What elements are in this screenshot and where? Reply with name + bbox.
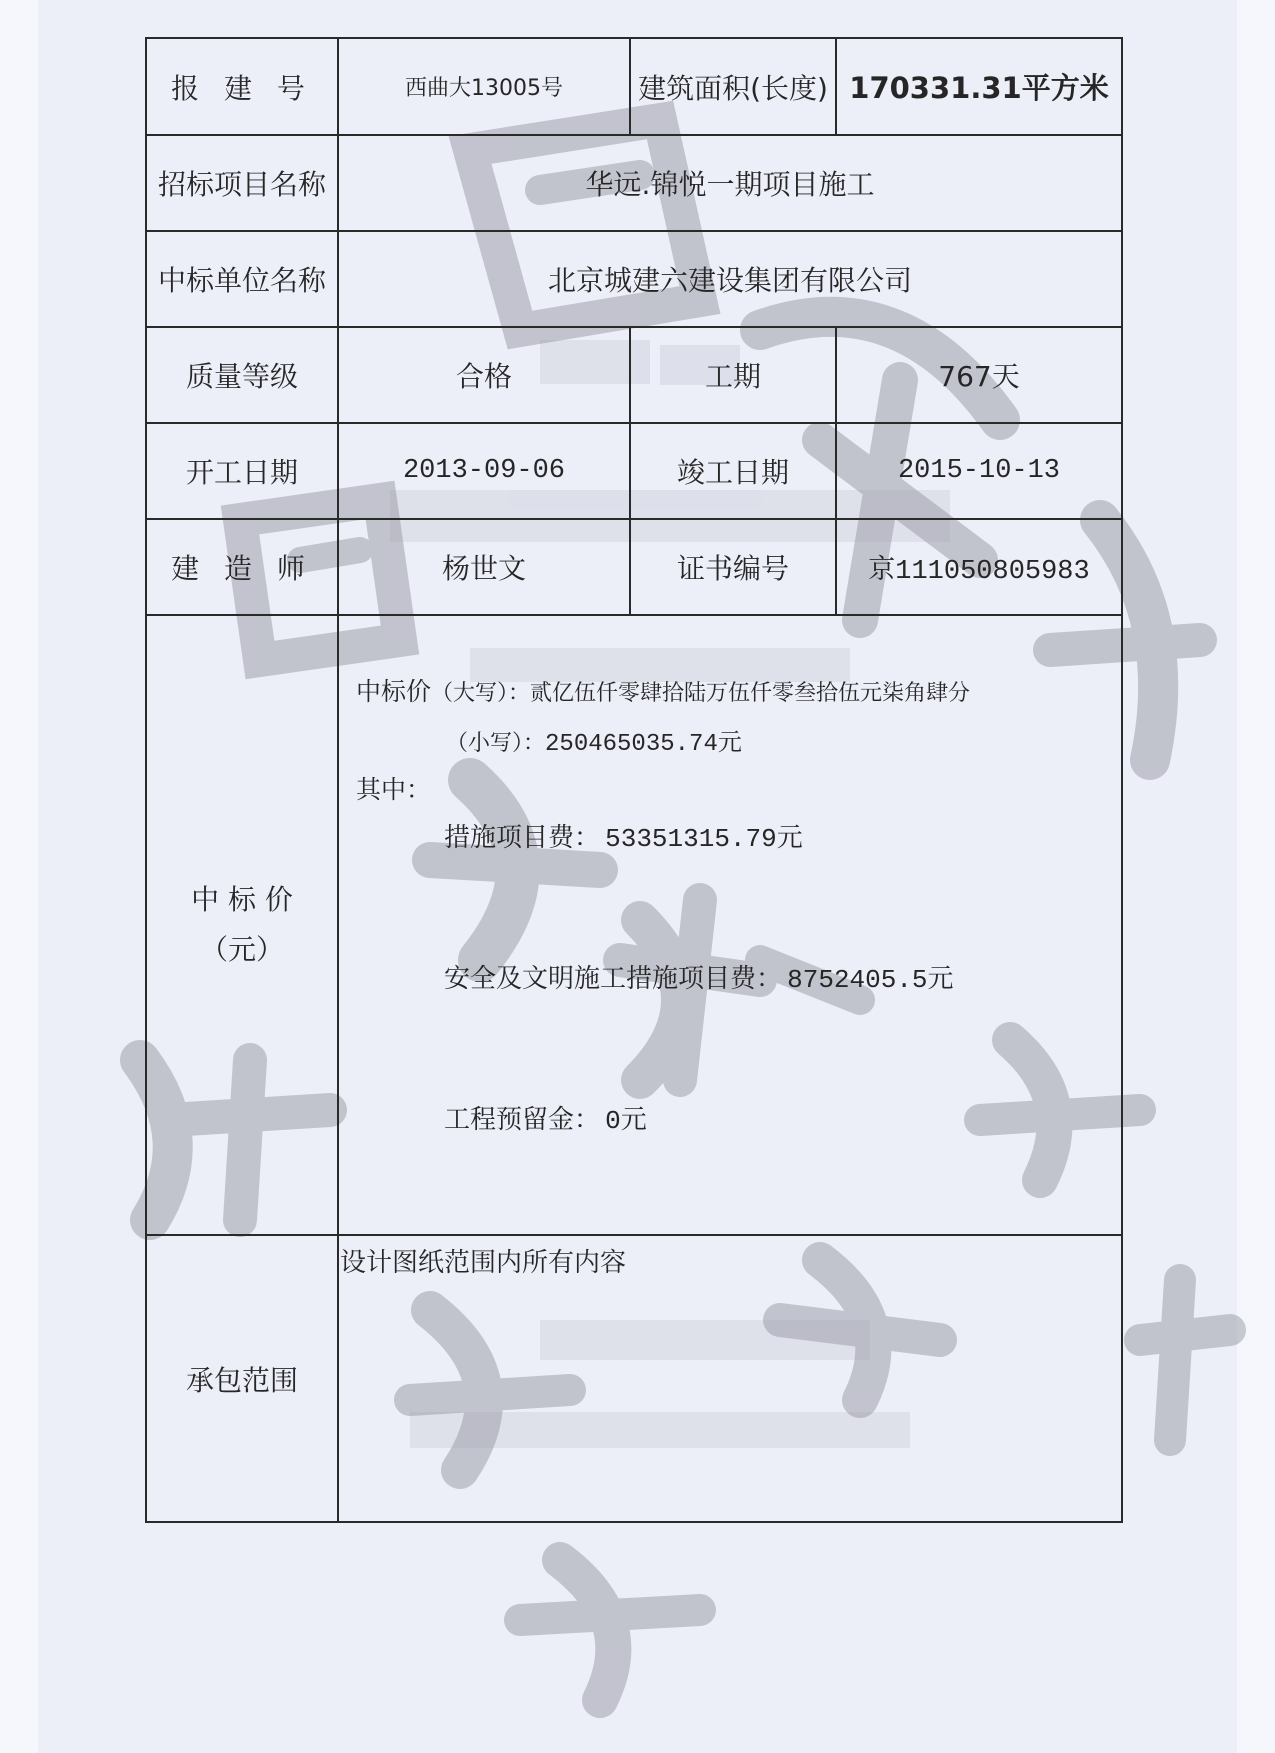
period-label: 工期 — [704, 360, 761, 393]
winner-value: 北京城建六建设集团有限公司 — [547, 264, 912, 297]
reserve-value: 0元 — [605, 1106, 647, 1136]
bid-price-lower-line — [446, 722, 742, 758]
permit-number-label: 报 建 号 — [171, 71, 313, 105]
bid-price-label — [146, 615, 338, 1235]
building-area-label: 建筑面积(长度) — [638, 71, 828, 105]
page-left-margin — [0, 0, 38, 1753]
scope-label: 承包范围 — [185, 1363, 298, 1397]
bid-price-label-line1: 中 标 价 — [191, 883, 293, 916]
safety-label: 安全及文明施工措施项目费： — [444, 964, 783, 994]
building-area-value: 170331.31平方米 — [849, 71, 1109, 105]
start-date-label: 开工日期 — [185, 456, 298, 489]
bid-price-label-line2: （元） — [199, 933, 284, 966]
bid-price-lower-value: 250465035.74元 — [545, 731, 742, 758]
permit-number-value: 西曲大13005号 — [405, 76, 563, 101]
certificate-value: 京111050805983 — [868, 557, 1090, 587]
builder-value: 杨世文 — [441, 552, 526, 585]
safety-line — [444, 958, 954, 995]
builder-label: 建 造 师 — [171, 552, 313, 585]
bid-price-upper-line — [356, 672, 970, 708]
finish-date-value: 2015-10-13 — [897, 456, 1061, 486]
among-label: 其中： — [356, 775, 432, 804]
page-right-margin — [1237, 0, 1275, 1753]
project-name-label: 招标项目名称 — [157, 168, 326, 201]
measures-value: 53351315.79元 — [605, 824, 803, 854]
bid-price-prefix: 中标价 — [356, 677, 432, 706]
bid-price-upper-tag: （大写）： — [431, 681, 531, 706]
measures-line — [444, 817, 803, 854]
quality-label: 质量等级 — [185, 360, 298, 393]
reserve-label: 工程预留金： — [444, 1105, 601, 1135]
project-name-value: 华远.锦悦一期项目施工 — [585, 168, 875, 201]
reserve-line — [444, 1099, 647, 1136]
measures-label: 措施项目费： — [444, 823, 601, 853]
bid-price-upper-value: 贰亿伍仟零肆拾陆万伍仟零叁拾伍元柒角肆分 — [530, 681, 971, 706]
certificate-label: 证书编号 — [676, 552, 789, 585]
safety-value: 8752405.5元 — [787, 965, 954, 995]
scope-value: 设计图纸范围内所有内容 — [340, 1248, 627, 1278]
quality-value: 合格 — [455, 360, 512, 393]
period-value: 767天 — [938, 360, 1020, 393]
finish-date-label: 竣工日期 — [676, 456, 789, 489]
start-date-value: 2013-09-06 — [402, 456, 566, 486]
winner-label: 中标单位名称 — [157, 264, 326, 297]
bid-price-lower-tag: （小写）： — [446, 731, 546, 756]
